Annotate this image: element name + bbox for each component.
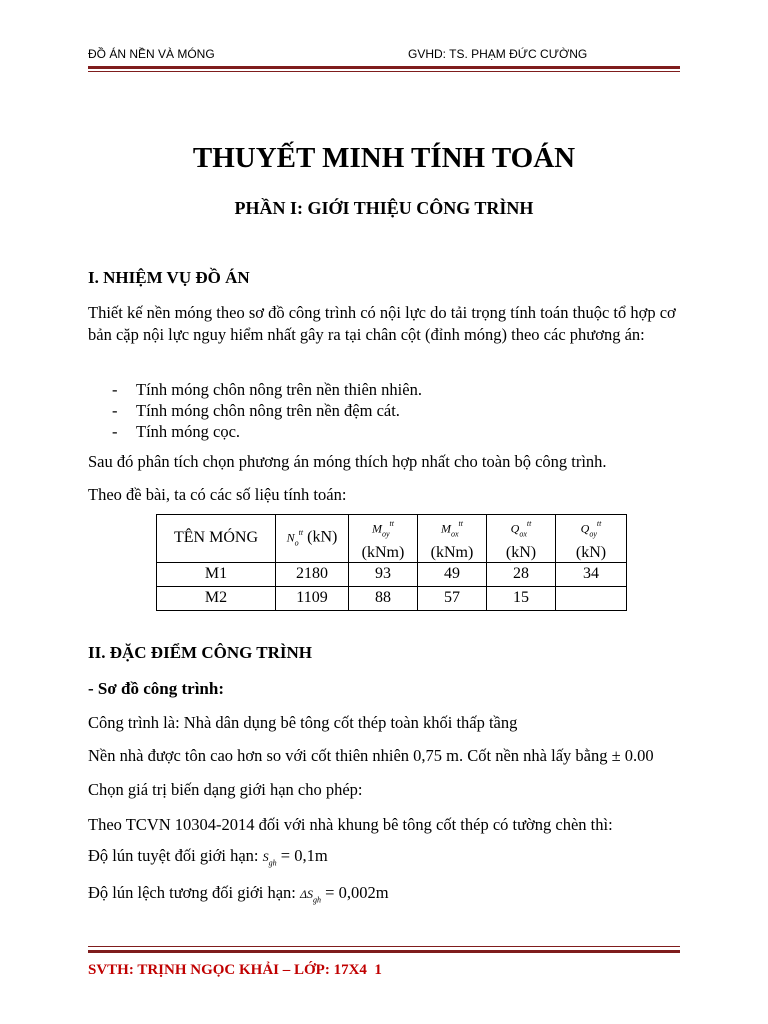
- section1-paragraph: Thiết kế nền móng theo sơ đồ công trình có nội lực do tải trọng tính toán thuộc tổ hợp cơ bản cặp nội lực nguy hiểm nhất gây ra tại chân cột (đỉnh móng) theo các phương án:: [88, 303, 676, 344]
- header-cell-name: TÊN MÓNG: [157, 515, 276, 563]
- table-cell: 49: [418, 562, 487, 586]
- document-page: ĐỒ ÁN NỀN VÀ MÓNG GVHD: TS. PHẠM ĐỨC CƯỜNG THUYẾT MINH TÍNH TOÁN PHẦN I: GIỚI THIỆU CÔNG TRÌNH I. NHIỆM VỤ ĐỒ ÁN Thiết kế nền móng theo sơ đồ công trình có nội lực do tải trọng tính toán thuộc tổ hợp cơ bản cặp nội lực nguy hiểm nhất gây ra tại chân cột (đỉnh móng) theo các phương án: - Tính móng chôn nông trên nền thiên nhiên. - Tính móng chôn nông trên nền đệm cát. - Tính móng cọc. Sau đó phân tích chọn phương án móng thích hợp nhất cho toàn bộ công trình. Theo đề bài, ta có các số liệu tính toán: TÊN MÓNG $N_o^{tt}$ (kN) $M_{oy}^{tt}$ (kNm) $M_{ox}^{tt}$ (kNm) $Q_{ox}^{tt}$ (kN) $Q_{oy}^{tt}$ (kN) M1 2180 93 49 28 34 M2 1109 88 57 15 II. ĐẶC ĐIỂM CÔNG TRÌNH - Sơ đồ công trình: Công trình là: Nhà dân dụng bê tông cốt thép toàn khối thấp tầng Nền nhà được tôn cao hơn so với cốt thiên nhiên 0,75 m. Cốt nền nhà lấy bằng ± 0.00 Chọn giá trị biến dạng giới hạn cho phép: Theo TCVN 10304-2014 đối với nhà khung bê tông cốt thép có tường chèn thì: Độ lún tuyệt đối giới hạn: $S_{gh} = 0,1m$ Độ lún lệch tương đối giới hạn: $\Delta S_{gh} = 0,002m$ SVTH: TRỊNH NGỌC KHẢI – LỚP: 17X4 1: [0, 0, 768, 1024]
- page-header: [88, 47, 680, 67]
- footer-rule-thin: [88, 946, 680, 947]
- header-left: ĐỒ ÁN NỀN VÀ MÓNG: [88, 47, 215, 61]
- table-cell: 1109: [276, 586, 349, 610]
- header-cell-N: $N_o^{tt}$ (kN): [276, 515, 349, 563]
- section2-line4: Theo TCVN 10304-2014 đối với nhà khung bê tông cốt thép có tường chèn thì:: [88, 815, 613, 834]
- table-cell: 93: [349, 562, 418, 586]
- load-table: [156, 514, 627, 611]
- table-row: [157, 586, 627, 610]
- section2-line1: Công trình là: Nhà dân dụng bê tông cốt thép toàn khối thấp tầng: [88, 713, 518, 732]
- table-cell: 34: [556, 562, 627, 586]
- header-rule: [88, 66, 680, 69]
- section2-subheading: - Sơ đồ công trình:: [88, 679, 224, 698]
- table-row: [157, 562, 627, 586]
- table-header-row: [157, 515, 627, 563]
- section1-heading: I. NHIỆM VỤ ĐỒ ÁN: [88, 268, 250, 287]
- table-cell: [556, 586, 627, 610]
- header-right: GVHD: TS. PHẠM ĐỨC CƯỜNG: [408, 47, 588, 61]
- section2-line6: Độ lún lệch tương đối giới hạn: $\Delta S_{gh} = 0,002m$: [88, 883, 389, 905]
- section2-line3: Chọn giá trị biến dạng giới hạn cho phép:: [88, 780, 363, 799]
- table-cell: 57: [418, 586, 487, 610]
- section1-paragraph2: Sau đó phân tích chọn phương án móng thích hợp nhất cho toàn bộ công trình.: [88, 452, 607, 471]
- section2-line2: Nền nhà được tôn cao hơn so với cốt thiên nhiên 0,75 m. Cốt nền nhà lấy bằng ± 0.00: [88, 746, 654, 765]
- header-cell-Moy: $M_{oy}^{tt}$ (kNm): [349, 515, 418, 563]
- table-cell: 28: [487, 562, 556, 586]
- page-footer: [88, 962, 382, 979]
- table-cell: 2180: [276, 562, 349, 586]
- header-cell-Qox: $Q_{ox}^{tt}$ (kN): [487, 515, 556, 563]
- header-cell-Mox: $M_{ox}^{tt}$ (kNm): [418, 515, 487, 563]
- footer-text: SVTH: TRỊNH NGỌC KHẢI – LỚP: 17X4: [88, 962, 367, 978]
- header-rule-thin: [88, 71, 680, 72]
- header-cell-Qoy: $Q_{oy}^{tt}$ (kN): [556, 515, 627, 563]
- table-cell: M2: [157, 586, 276, 610]
- section2-heading: II. ĐẶC ĐIỂM CÔNG TRÌNH: [88, 643, 313, 662]
- document-title: THUYẾT MINH TÍNH TOÁN: [192, 142, 576, 174]
- page-number: 1: [374, 962, 382, 978]
- table-cell: 88: [349, 586, 418, 610]
- document-subtitle: PHẦN I: GIỚI THIỆU CÔNG TRÌNH: [234, 198, 534, 218]
- section1-paragraph3: Theo đề bài, ta có các số liệu tính toán:: [88, 485, 347, 504]
- section2-line5: Độ lún tuyệt đối giới hạn: $S_{gh} = 0,1m$: [88, 846, 328, 868]
- footer-rule: [88, 950, 680, 953]
- table-cell: M1: [157, 562, 276, 586]
- table-cell: 15: [487, 586, 556, 610]
